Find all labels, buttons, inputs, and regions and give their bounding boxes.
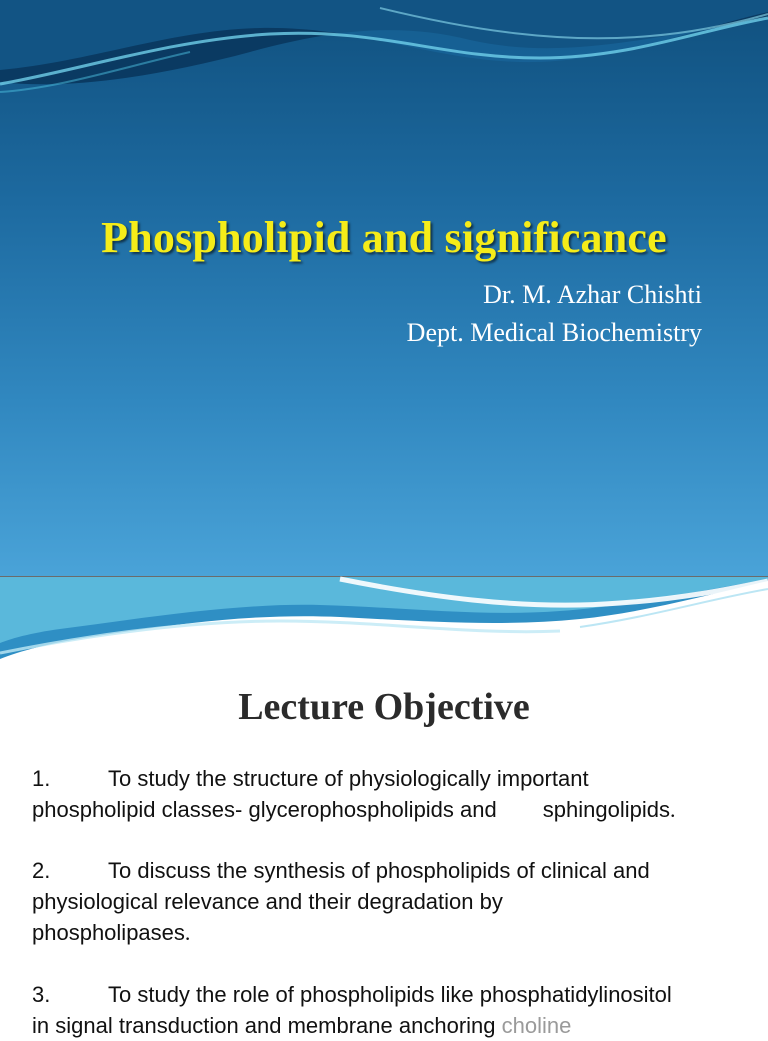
objective-number: 1.	[32, 766, 51, 791]
objective-text-line: phospholipases	[32, 920, 185, 945]
wave-decoration	[0, 0, 768, 120]
objective-text-gray: choline	[501, 1013, 572, 1038]
objective-number: 3.	[32, 982, 51, 1007]
objective-period: .	[184, 920, 191, 945]
objective-text-line: in signal transduction and membrane anchoring	[32, 1013, 496, 1038]
objective-number: 2.	[32, 858, 51, 883]
objective-item	[32, 763, 732, 825]
wave-decoration	[0, 577, 768, 667]
objective-text-line: phospholipid classes- glycerophospholipids and	[32, 797, 497, 822]
objective-period: .	[669, 797, 676, 822]
objective-text-line: physiological relevance and their degradation by	[32, 889, 503, 914]
objectives-slide	[0, 577, 768, 1038]
objective-text-line: To study the role of phospholipids like phosphatidylinositol	[108, 982, 672, 1007]
objective-text-line: sphingolipids	[542, 797, 670, 822]
objective-text-line: To discuss the synthesis of phospholipids of clinical and	[108, 858, 650, 883]
slide-title: Phospholipid and significance	[101, 213, 667, 262]
objective-item	[32, 855, 732, 948]
objectives-title: Lecture Objective	[238, 686, 530, 728]
objective-item	[32, 979, 732, 1041]
objective-text-line: To study the structure of physiologically important	[108, 766, 589, 791]
department-name: Dept. Medical Biochemistry	[406, 318, 702, 347]
author-name: Dr. M. Azhar Chishti	[483, 280, 702, 309]
